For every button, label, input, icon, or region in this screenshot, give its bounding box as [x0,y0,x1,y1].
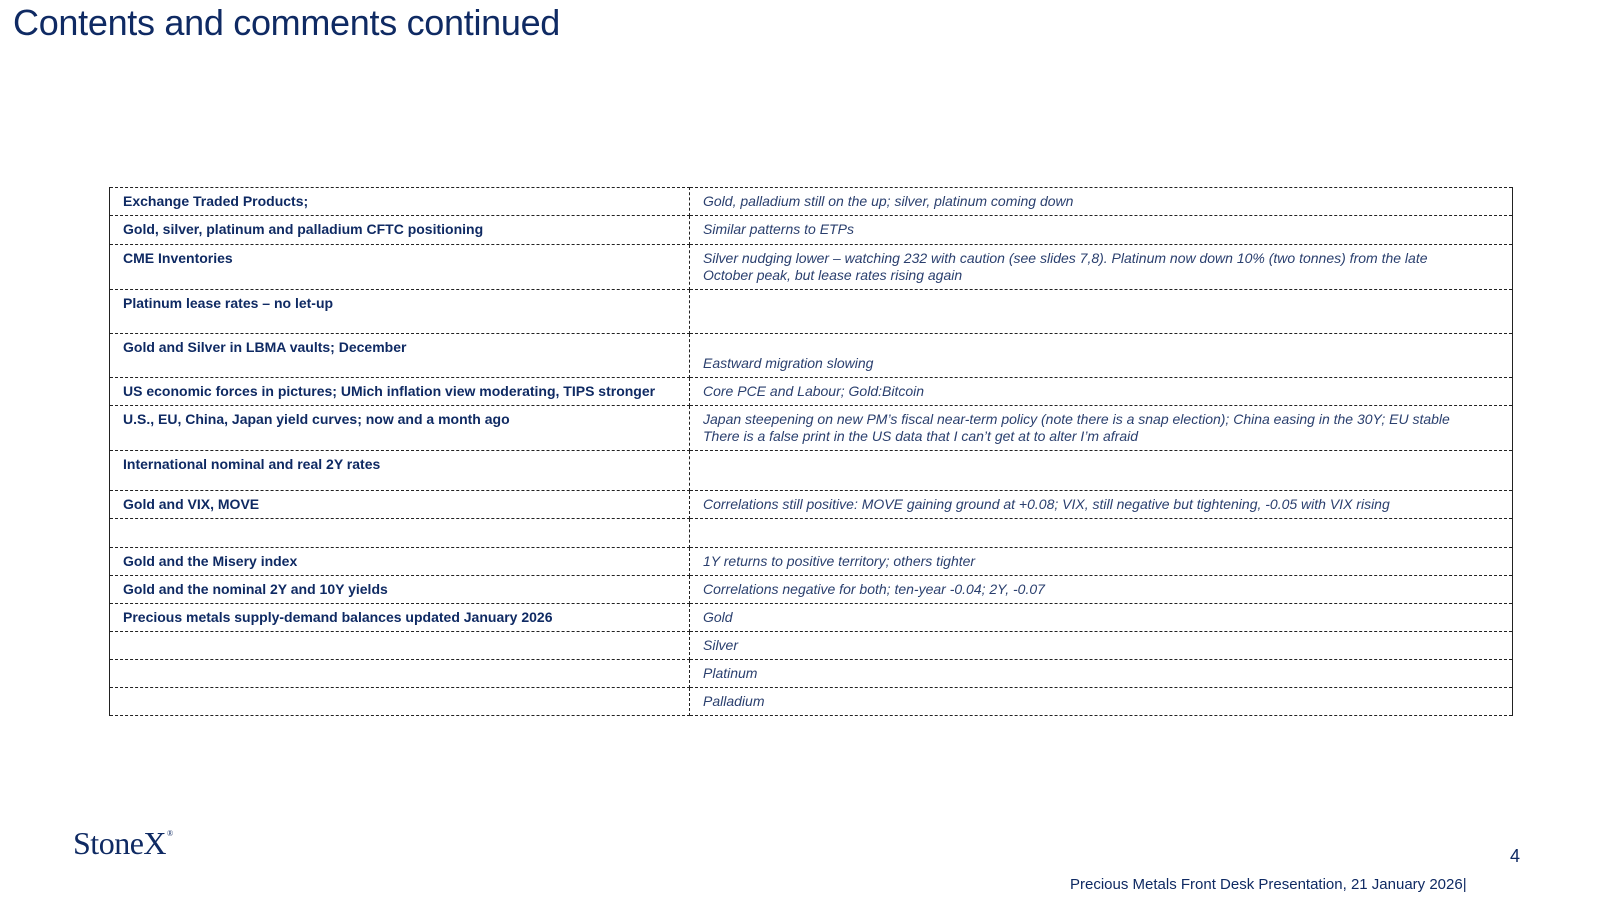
table-row [110,378,1513,406]
topic-cell: Precious metals supply-demand balances updated January 2026 [110,604,690,632]
table-row [110,188,1513,216]
comment-line: Silver nudging lower – watching 232 with caution (see slides 7,8). Platinum now down 10% (two tonnes) from the late [703,250,1428,266]
topic-cell: US economic forces in pictures; UMich inflation view moderating, TIPS stronger [110,378,690,406]
table-row [110,604,1513,632]
table-row [110,451,1513,491]
table-row [110,576,1513,604]
table-row [110,406,1513,451]
comment-cell [690,245,1513,290]
topic-cell: Gold and Silver in LBMA vaults; December [110,334,690,378]
topic-cell: Gold and VIX, MOVE [110,491,690,519]
comment-cell: Correlations negative for both; ten-year -0.04; 2Y, -0.07 [690,576,1513,604]
comment-cell: Similar patterns to ETPs [690,216,1513,245]
topic-cell: Exchange Traded Products; [110,188,690,216]
table-row [110,491,1513,519]
comment-cell: Gold, palladium still on the up; silver, platinum coming down [690,188,1513,216]
topic-cell: Gold, silver, platinum and palladium CFTC positioning [110,216,690,245]
comment-line: There is a false print in the US data that I can’t get at to alter I’m afraid [703,428,1138,444]
table-row [110,245,1513,290]
page-title: Contents and comments continued [13,2,561,43]
topic-cell [110,519,690,548]
topic-cell [110,632,690,660]
topic-cell: Gold and the Misery index [110,548,690,576]
table-row [110,632,1513,660]
contents-table [109,187,1513,716]
table-row [110,519,1513,548]
topic-cell [110,688,690,716]
table-row [110,548,1513,576]
topic-cell: CME Inventories [110,245,690,290]
comment-cell [690,406,1513,451]
topic-cell: Gold and the nominal 2Y and 10Y yields [110,576,690,604]
page-number: 4 [1510,846,1521,866]
topic-cell: International nominal and real 2Y rates [110,451,690,491]
comment-cell: Palladium [690,688,1513,716]
stonex-logo: StoneX® [73,825,173,861]
comment-line: Japan steepening on new PM’s fiscal near-term policy (note there is a snap election); China easing in the 30Y; EU stable [703,411,1450,427]
table-row [110,290,1513,334]
table-row [110,216,1513,245]
registered-mark: ® [167,829,173,838]
comment-cell [690,451,1513,491]
topic-cell: Platinum lease rates – no let-up [110,290,690,334]
table-row [110,334,1513,378]
footer-text: Precious Metals Front Desk Presentation, 21 January 2026| [1070,876,1467,893]
comment-cell: Silver [690,632,1513,660]
comment-cell: Correlations still positive: MOVE gaining ground at +0.08; VIX, still negative but tightening, -0.05 with VIX rising [690,491,1513,519]
comment-cell [690,519,1513,548]
comment-cell: 1Y returns to positive territory; others tighter [690,548,1513,576]
comment-cell: Core PCE and Labour; Gold:Bitcoin [690,378,1513,406]
topic-cell [110,660,690,688]
topic-cell: U.S., EU, China, Japan yield curves; now and a month ago [110,406,690,451]
comment-cell: Gold [690,604,1513,632]
comment-cell: Eastward migration slowing [690,334,1513,378]
comment-cell [690,290,1513,334]
table-row [110,660,1513,688]
table-row [110,688,1513,716]
comment-cell: Platinum [690,660,1513,688]
contents-table-container [109,187,1512,716]
comment-line: October peak, but lease rates rising again [703,267,963,283]
